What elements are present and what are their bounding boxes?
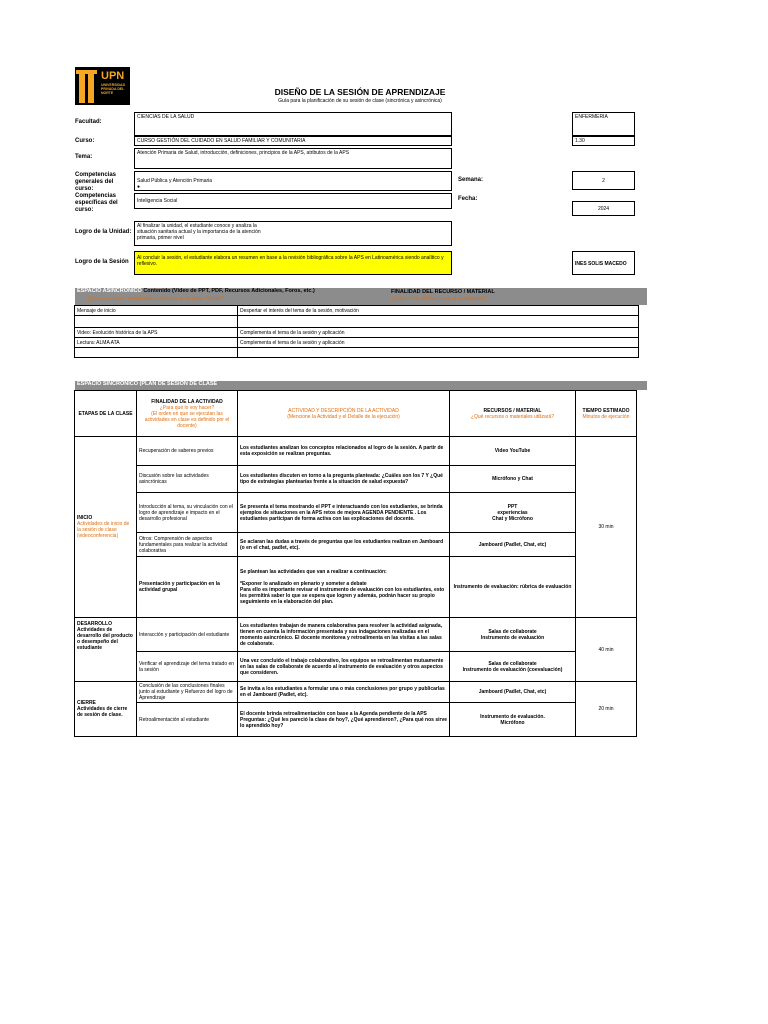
- finalidad-cell: Introducción al tema, su vinculación con el logro de aprendizaje e impacto en el desarrollo profesional: [137, 493, 238, 533]
- table-row: [75, 703, 637, 737]
- recurso-cell: Salas de collaborate Instrumento de evaluación: [450, 618, 576, 652]
- logro-unidad-label: Logro de la Unidad:: [75, 229, 132, 235]
- actividad-cell: Los estudiantes discuten en torno a la pregunta planteada: ¿Cuáles son los 7 Y ¿Qué tipo de estrategias plantearías frente a la situación de salud expuesta?: [238, 466, 450, 493]
- actividad-cell: Se presenta el tema mostrando el PPT e interactuando con los estudiantes, se brinda ejemplos de situaciones en la APS retos de mejora AGENDA PENDIENTE . Los estudiantes participan de forma activa con las explicaciones del docente.: [238, 493, 450, 533]
- etapa-desarrollo-title: DESARROLLO: [77, 621, 112, 627]
- col-recursos-q: ¿Qué recursos o materiales utilizará?: [470, 413, 555, 420]
- col-tiempo: [576, 391, 637, 437]
- recurso-cell: Instrumento de evaluación. Micrófono: [450, 703, 576, 737]
- logo-text: UPN: [101, 70, 125, 82]
- col-finalidad-title: FINALIDAD DE LA ACTIVIDAD: [151, 398, 223, 405]
- semana-label: Semana:: [458, 177, 484, 183]
- asincronico-band: [75, 288, 647, 305]
- col-finalidad: [137, 391, 238, 437]
- actividad-cell: El docente brinda retroalimentación con base a la Agenda pendiente de la APS Preguntas: ¿Qué les pareció la clase de hoy?, ¿Qué aprendieron?, ¿Para qué nos sirve lo aprendido hoy?: [238, 703, 450, 737]
- table-row: [75, 338, 639, 348]
- etapa-inicio-subtitle: Actividades de inicio de la sesión de clase (videoconferencia): [77, 521, 130, 539]
- table-header-row: [75, 391, 637, 437]
- comp-gen-bullet: ●: [137, 184, 141, 190]
- logro-sesion-field: Al concluir la sesión, el estudiante elabora un resumen en base a la revisión bibliográfica sobre la APS en Latinoamérica siendo analítico y reflexivo.: [134, 251, 452, 275]
- asin-finalidad: Despertar el interés del tema de la sesión, motivación: [238, 306, 639, 316]
- actividad-cell: Se plantean las actividades que van a realizar a continuación: *Exponer lo analizado en plenario y someter a debate Para ello es importante revisar el instrumento de evaluación con los estudiantes, esto les permitirá saber lo que se espera que logren y además, podrán hacer su propio seguimiento en la elaboración del plan.: [238, 557, 450, 618]
- table-row: [75, 682, 637, 703]
- fecha-label: Fecha:: [458, 196, 478, 202]
- sincronico-table: [74, 390, 637, 737]
- asin-recurso: [75, 348, 238, 358]
- logo-tagline: UNIVERSIDAD PRIVADA DEL NORTE: [101, 83, 126, 95]
- upn-logo: [75, 67, 130, 105]
- comp-esp-field: Inteligencia Social: [134, 193, 452, 209]
- tema-field: Atención Primaria de Salud, introducción, definiciones, principios de la APS, atributos de la APS: [134, 148, 452, 169]
- finalidad-cell: Recuperación de saberes previos: [137, 437, 238, 466]
- col-tiempo-note: Minutos de ejecución: [582, 413, 630, 420]
- docente-field: INES SOLIS MACEDO: [572, 251, 635, 275]
- carrera-field: ENFERMERIA: [572, 112, 635, 136]
- etapa-inicio-title: INICIO: [77, 515, 93, 521]
- table-row: [75, 348, 639, 358]
- logro-sesion-label: Logro de la Sesión: [75, 259, 129, 265]
- recurso-cell: PPT experiencias Chat y Micrófono: [450, 493, 576, 533]
- finalidad-cell: Interacción y participación del estudiante: [137, 618, 238, 652]
- etapa-inicio: [75, 437, 137, 618]
- page-subtitle: Guía para la planificación de su sesión de clase (sincrónica y asincrónica): [278, 98, 442, 104]
- sincronico-band: ESPACIO SINCRÓNICO (PLAN DE SESIÓN DE CLASE: [75, 381, 647, 390]
- page-title: DISEÑO DE LA SESIÓN DE APRENDIZAJE: [274, 87, 446, 97]
- finalidad-cell: Conclusión de las conclusiones finales junto al estudiante y Refuerzo del logro de Aprendizaje: [137, 682, 238, 703]
- table-row: [75, 618, 637, 652]
- etapa-desarrollo-subtitle: Actividades de desarrollo del producto o desempeño del estudiante: [77, 627, 133, 651]
- tiempo-cierre: 20 min: [576, 682, 637, 737]
- comp-gen-label: Competencias generales del curso:: [75, 172, 117, 192]
- table-row: [75, 652, 637, 682]
- logro-unidad-value: Al finalizar la unidad, el estudiante conoce y analiza la situación sanitaria actual y la importancia de la atención primaria, primer nivel: [137, 223, 261, 241]
- asin-recurso: Video: Evolución histórica de la APS: [75, 328, 238, 338]
- asin-recurso: Mensaje de inicio: [75, 306, 238, 316]
- table-row: [75, 557, 637, 618]
- table-row: [75, 533, 637, 557]
- col-finalidad-note: (El orden en que se ejecutan las actividades en clase es definido por el docente): [144, 410, 230, 429]
- asincronico-band-finalidad-q: ¿Cuál es la utilidad para el estudiante?: [391, 296, 487, 302]
- recurso-cell: Jamboard (Padlet, Chat, etc): [450, 533, 576, 557]
- col-recursos: [450, 391, 576, 437]
- facultad-label: Facultad:: [75, 119, 102, 125]
- etapa-desarrollo: [75, 618, 137, 682]
- curso-label: Curso:: [75, 138, 95, 144]
- curso-field: CURSO GESTIÓN DEL CUIDADO EN SALUD FAMILIAR Y COMUNITARIA: [134, 136, 452, 146]
- asin-finalidad: Complementa el tema de la sesión y aplicación: [238, 338, 639, 348]
- asin-recurso: [75, 316, 238, 328]
- table-row: [75, 437, 637, 466]
- recurso-cell: Jamboard (Padlet, Chat, etc): [450, 682, 576, 703]
- etapa-cierre-title: CIERRE: [77, 700, 96, 706]
- comp-gen-value: Salud Pública y Atención Primaria: [137, 178, 213, 184]
- recurso-cell: Instrumento de evaluación: rúbrica de evaluación: [450, 557, 576, 618]
- actividad-cell: Se aclaran las dudas a través de preguntas que los estudiantes realizan en Jamboard (o en el chat, padlet, etc).: [238, 533, 450, 557]
- recurso-cell: Video YouTube: [450, 437, 576, 466]
- recurso-cell: Micrófono y Chat: [450, 466, 576, 493]
- col-actividad-title: ACTIVIDAD Y DESCRIPCIÓN DE LA ACTIVIDAD: [288, 407, 399, 414]
- actividad-cell: Una vez concluido el trabajo colaborativo, los equipos se retroalimentan mutuamente en las salas de collaborate de acuerdo al instrumento de evaluación y otros aspectos que consideren.: [238, 652, 450, 682]
- finalidad-cell: Verificar el aprendizaje del tema tratado en la sesión: [137, 652, 238, 682]
- semana-field: 2: [572, 171, 635, 190]
- curso-code-field: 1.30: [572, 136, 635, 146]
- asincronico-band-finalidad: FINALIDAD DEL RECURSO / MATERIAL: [391, 289, 495, 295]
- col-etapas: ETAPAS DE LA CLASE: [75, 391, 137, 437]
- actividad-cell: Los estudiantes analizan los conceptos relacionados al logro de la sesión. A partir de esta exposición se realizan preguntas.: [238, 437, 450, 466]
- asin-finalidad: [238, 348, 639, 358]
- asincronico-band-content: Contenido (Video de PPT, PDF, Recursos Adicionales, Foros, etc.): [143, 288, 315, 294]
- actividad-cell: Se invita a los estudiantes a formular una o más conclusiones por grupo y publicarlas en el Jamboard (Padlet, etc).: [238, 682, 450, 703]
- logro-unidad-field: [134, 221, 452, 246]
- table-row: [75, 466, 637, 493]
- asin-recurso: Lectura: ALMA ATA: [75, 338, 238, 348]
- finalidad-cell: Retroalimentación al estudiante: [137, 703, 238, 737]
- facultad-field: CIENCIAS DE LA SALUD: [134, 112, 452, 136]
- finalidad-cell: Presentación y participación en la actividad grupal: [137, 557, 238, 618]
- table-row: [75, 493, 637, 533]
- asincronico-band-label: ESPACIO ASINCRÓNICO: [77, 288, 142, 294]
- comp-esp-label: Competencias específicas del curso:: [75, 193, 118, 213]
- col-recursos-title: RECURSOS / MATERIAL: [483, 407, 542, 414]
- recurso-cell: Salas de collaborate Instrumento de evaluación (coevaluación): [450, 652, 576, 682]
- col-tiempo-title: TIEMPO ESTIMADO: [582, 407, 630, 414]
- asin-finalidad: [238, 316, 639, 328]
- etapa-cierre-subtitle: Actividades de cierre de sesión de clase.: [77, 706, 128, 718]
- tiempo-desarrollo: 40 min: [576, 618, 637, 682]
- asincronico-table: [74, 305, 639, 358]
- col-actividad-note: (Mencione la Actividad y el Detalle de la ejecución): [287, 413, 400, 420]
- asincronico-band-question: ¿Qué recursos / materiales publicará en el Aula Virtual?: [87, 296, 223, 302]
- fecha-field: 2024: [572, 201, 635, 216]
- actividad-cell: Los estudiantes trabajan de manera colaborativa para resolver la actividad asignada, tienen en cuenta la información presentada y sus indagaciones realizadas en el momento asincrónico. El docente monitorea y retroalimenta en las visitas a las salas de colaborate.: [238, 618, 450, 652]
- tiempo-inicio: 30 min: [576, 437, 637, 618]
- col-finalidad-q: ¿Para qué lo voy hacer?: [159, 404, 215, 411]
- table-row: [75, 316, 639, 328]
- asin-finalidad: Complementa el tema de la sesión y aplicación: [238, 328, 639, 338]
- finalidad-cell: Discusión sobre las actividades asincrónicas: [137, 466, 238, 493]
- comp-gen-field: [134, 171, 452, 191]
- table-row: [75, 328, 639, 338]
- finalidad-cell: Otros: Comprensión de aspectos fundamentales para realizar la actividad colaborativa: [137, 533, 238, 557]
- etapa-cierre: [75, 682, 137, 737]
- col-actividad: [238, 391, 450, 437]
- tema-label: Tema:: [75, 154, 93, 160]
- table-row: [75, 306, 639, 316]
